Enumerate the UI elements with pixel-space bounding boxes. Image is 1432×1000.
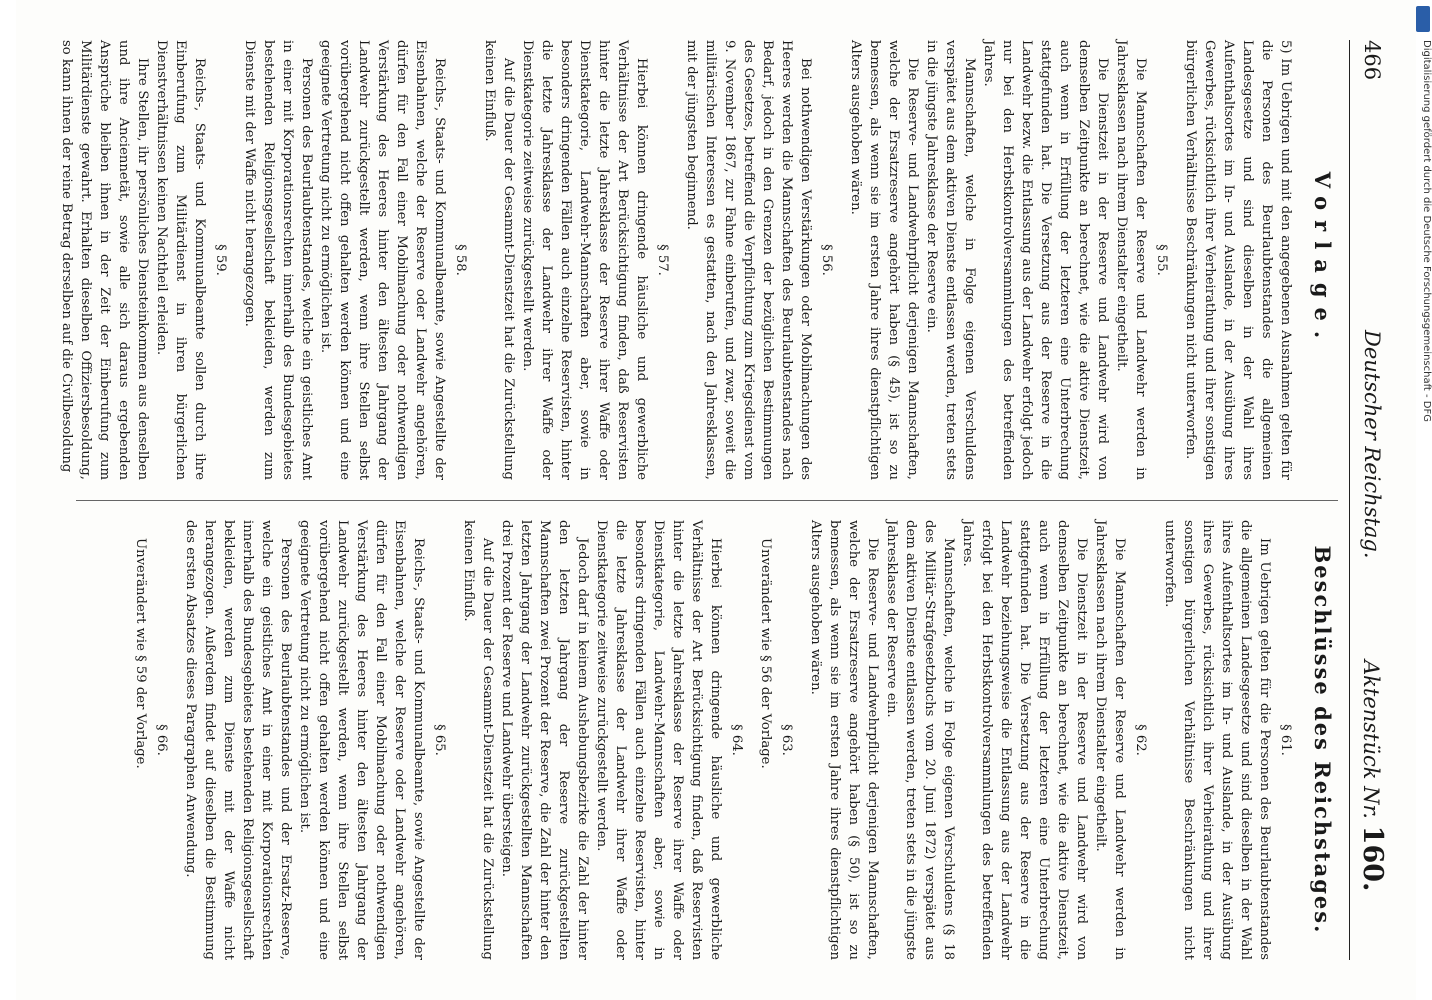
section-heading: § 63. <box>779 724 794 756</box>
paragraph: Im Uebrigen gelten für die Personen des Beurlaubtenstandes die allgemeinen Landesgesetze und sind dieselben in der Wahl ihres Aufenthaltsortes im In- und Auslande, in der Ausübung ihres Gewerbes, rücksichtlich ihrer Verheirathung und ihrer sonstigen bürgerlichen Verhältnisse Beschränkungen nicht unterworfen. <box>1162 520 1272 960</box>
paragraph: Personen des Beurlaubtenstandes und der Ersatz-Reserve, welche ein geistliches Amt in einer mit Korporationsrechten innerhalb des Bundesgebietes bestehenden Religionsgesellschaft bekleiden, werden zum Dienste mit der Waffe nicht herangezogen. Außerdem findet auf dieselben die Bestimmung des ersten Absatzes dieses Paragraphen Anwendung. <box>183 520 293 960</box>
paragraph: Die Dienstzeit in der Reserve und Landwehr wird von demselben Zeitpunkte an berechnet, wie die aktive Dienstzeit, auch wenn in Erfüllung der letzteren eine Unterbrechung stattgefunden hat. Die Versetzung aus der Reserve in die Landwehr bezw. die Entlassung aus der Landwehr erfolgt jedoch nur bei den Herbstkontrolversammlungen des betreffenden Jahres. <box>981 40 1110 480</box>
paragraph: Hierbei können dringende häusliche und gewerbliche Verhältnisse der Art Berücksichtigung finden, daß Reservisten hinter die letzte Jahresklasse der Reserve ihrer Waffe oder Dienstkategorie, Landwehr-Mannschaften aber, sowie in besonders dringenden Fällen auch einzelne Reservisten, hinter die letzte Jahresklasse der Landwehr ihrer Waffe oder Dienstkategorie zeitweise zurückgestellt werden. <box>594 520 723 960</box>
dfg-credit-text: Digitalisierung gefördert durch die Deutsche Forschungsgemeinschaft - DFG <box>1421 40 1432 423</box>
dfg-logo <box>1416 6 1430 32</box>
page-header <box>1349 40 1392 960</box>
column-divider <box>76 500 1338 501</box>
header-right-title <box>1357 660 1388 891</box>
paragraph: Auf die Dauer der Gesammt-Dienstzeit hat die Zurückstellung keinen Einfluß. <box>461 520 495 960</box>
paragraph: Die Dienstzeit in der Reserve und Landwehr wird von demselben Zeitpunkte an berechnet, wie die aktive Dienstzeit, auch wenn in Erfüllung der letzteren eine Unterbrechung stattgefunden hat. Die Versetzung aus der Reserve in die Landwehr beziehungsweise die Entlassung aus der Landwehr erfolgt bei den Herbstkontrolversammlungen des betreffenden Jahres. <box>960 520 1089 960</box>
section-heading: § 55. <box>1154 244 1169 276</box>
section-heading: § 58. <box>453 244 468 276</box>
paragraph: Hierbei können dringende häusliche und gewerbliche Verhältnisse der Art Berücksichtigung finden, daß Reservisten hinter die letzte Jahresklasse der Reserve ihrer Waffe oder Dienstkategorie, Landwehr-Mannschaften aber, sowie in besonders dringenden Fällen auch einzelne Reservisten, hinter die letzte Jahresklasse der Landwehr ihrer Waffe oder Dienstkategorie zeitweise zurückgestellt werden. <box>520 40 649 480</box>
paragraph: Die Mannschaften der Reserve und Landwehr werden in Jahresklassen nach ihrem Dienstalter eingetheilt. <box>1114 40 1148 480</box>
document-number: 160. <box>1357 825 1388 892</box>
section-heading: § 62. <box>1133 724 1148 756</box>
paragraph: Die Reserve- und Landwehrpflicht derjenigen Mannschaften, welche der Ersatzreserve angehört haben (§ 50), ist so zu bemessen, als wenn sie im ersten Jahre ihres dienstpflichtigen Alters ausgehoben wären. <box>808 520 880 960</box>
left-column-title: Vorlage. <box>1310 171 1335 349</box>
paragraph: Mannschaften, welche in Folge eigenen Verschuldens (§ 18 des Militär-Strafgesetzbuchs vom 20. Juni 1872) verspätet aus dem aktiven Dienste entlassen werden, treten stets in die jüngste Jahresklasse der Reserve ein. <box>884 520 956 960</box>
section-heading: § 66. <box>154 724 169 756</box>
paragraph: Bei nothwendigen Verstärkungen oder Mobilmachungen des Heeres werden die Mannschaften des Beurlaubtenstandes nach Bedarf, jedoch in den Grenzen der bezüglichen Bestimmungen des Gesetzes, betreffend die Verpflichtung zum Kriegsdienst vom 9. November 1867, zur Fahne einberufen, und zwar, soweit die militärischen Interessen es gestatten, nach den Jahresklassen, mit der jüngsten beginnend. <box>684 40 813 480</box>
header-left-title: Deutscher Reichstag. <box>1360 330 1384 559</box>
paragraph: 5) Im Uebrigen und mit den angegebenen Ausnahmen gelten für die Personen des Beurlaubtenstandes die allgemeinen Landesgesetze und sind dieselben in der Wahl ihres Aufenthaltsortes im In- und Auslande, in der Ausübung ihres Gewerbes, rücksichtlich ihrer Verheirathung und ihrer sonstigen bürgerlichen Verhältnisse Beschränkungen nicht unterworfen. <box>1183 40 1293 480</box>
paragraph: Unverändert wie § 59 der Vorlage. <box>133 538 148 769</box>
paragraph: Unverändert wie § 56 der Vorlage. <box>758 538 773 769</box>
paragraph: Reichs-, Staats- und Kommunalbeamte, sowie Angestellte der Eisenbahnen, welche der Reserve oder Landwehr angehören, dürfen für den Fall einer Mobilmachung oder nothwendigen Verstärkung des Heeres hinter den ältesten Jahrgang der Landwehr zurückgestellt werden, wenn ihre Stellen selbst vorübergehend nicht offen gehalten werden können und eine geeignete Vertretung nicht zu ermöglichen ist. <box>318 40 447 480</box>
section-heading: § 65. <box>432 724 447 756</box>
section-heading: § 61. <box>1278 724 1293 756</box>
paragraph: Mannschaften, welche in Folge eigenen Verschuldens verspätet aus dem aktiven Dienste entlassen werden, treten stets in die jüngste Jahresklasse der Reserve ein. <box>924 40 977 480</box>
paragraph: Ihre Stellen, ihr persönliches Diensteinkommen aus denselben und ihre Anciennetät, sowie alle sich daraus ergebenden Ansprüche bleiben ihnen in der Zeit der Einberufung zum Militärdienste gewahrt. Erhalten dieselben Offiziersbesoldung, so kann ihnen der reine Betrag derselben auf die Civilbesoldung <box>59 40 150 480</box>
paragraph: Auf die Dauer der Gesammt-Dienstzeit hat die Zurückstellung keinen Einfluß. <box>482 40 516 480</box>
paragraph: Die Mannschaften der Reserve und Landwehr werden in Jahresklassen nach ihrem Dienstalter eingetheilt. <box>1093 520 1127 960</box>
paragraph: Die Reserve- und Landwehrpflicht derjenigen Mannschaften, welche der Ersatzreserve angehört haben (§ 45), ist so zu bemessen, als wenn sie im ersten Jahre ihres dienstpflichtigen Alters ausgehoben wären. <box>848 40 920 480</box>
paragraph: Reichs-, Staats- und Kommunalbeamte, sowie Angestellte der Eisenbahnen, welche der Reserve oder Landwehr angehören, dürfen für den Fall einer Mobilmachung oder nothwendigen Verstärkung des Heeres hinter den ältesten Jahrgang der Landwehr zurückgestellt werden, wenn ihre Stellen selbst vorübergehend nicht offen gehalten werden können und eine geeignete Vertretung nicht zu ermöglichen ist. <box>297 520 426 960</box>
section-heading: § 64. <box>729 724 744 756</box>
section-heading: § 56. <box>819 244 834 276</box>
right-column <box>131 520 1338 960</box>
paragraph: Jedoch darf in keinem Aushebungsbezirke die Zahl der hinter den letzten Jahrgang der Reserve zurückgestellten Mannschaften zwei Prozent der Reserve, die Zahl der hinter den letzten Jahrgang der Landwehr zurückgestellten Mannschaften drei Prozent der Reserve und Landwehr übersteigen. <box>499 520 590 960</box>
paragraph: Reichs-, Staats- und Kommunalbeamte sollen durch ihre Einberufung zum Militärdienst in ihren bürgerlichen Dienstverhältnissen keinen Nachtheil erleiden. <box>154 40 207 480</box>
header-right-prefix: Aktenstück Nr. <box>1359 660 1383 819</box>
paragraph: Personen des Beurlaubtenstandes, welche ein geistliches Amt in einer mit Korporationsrechten innerhalb des Bundesgebietes bestehenden Religionsgesellschaft bekleiden, werden zum Dienste mit der Waffe nicht herangezogen. <box>242 40 314 480</box>
dfg-credit-strip <box>1414 0 1432 1000</box>
scanned-page <box>16 0 1416 1000</box>
section-heading: § 57. <box>655 244 670 276</box>
page-number: 466 <box>1360 40 1384 81</box>
section-heading: § 59. <box>213 244 228 276</box>
left-column <box>57 40 1338 480</box>
right-column-title: Beschlüsse des Reichstages. <box>1310 545 1335 935</box>
